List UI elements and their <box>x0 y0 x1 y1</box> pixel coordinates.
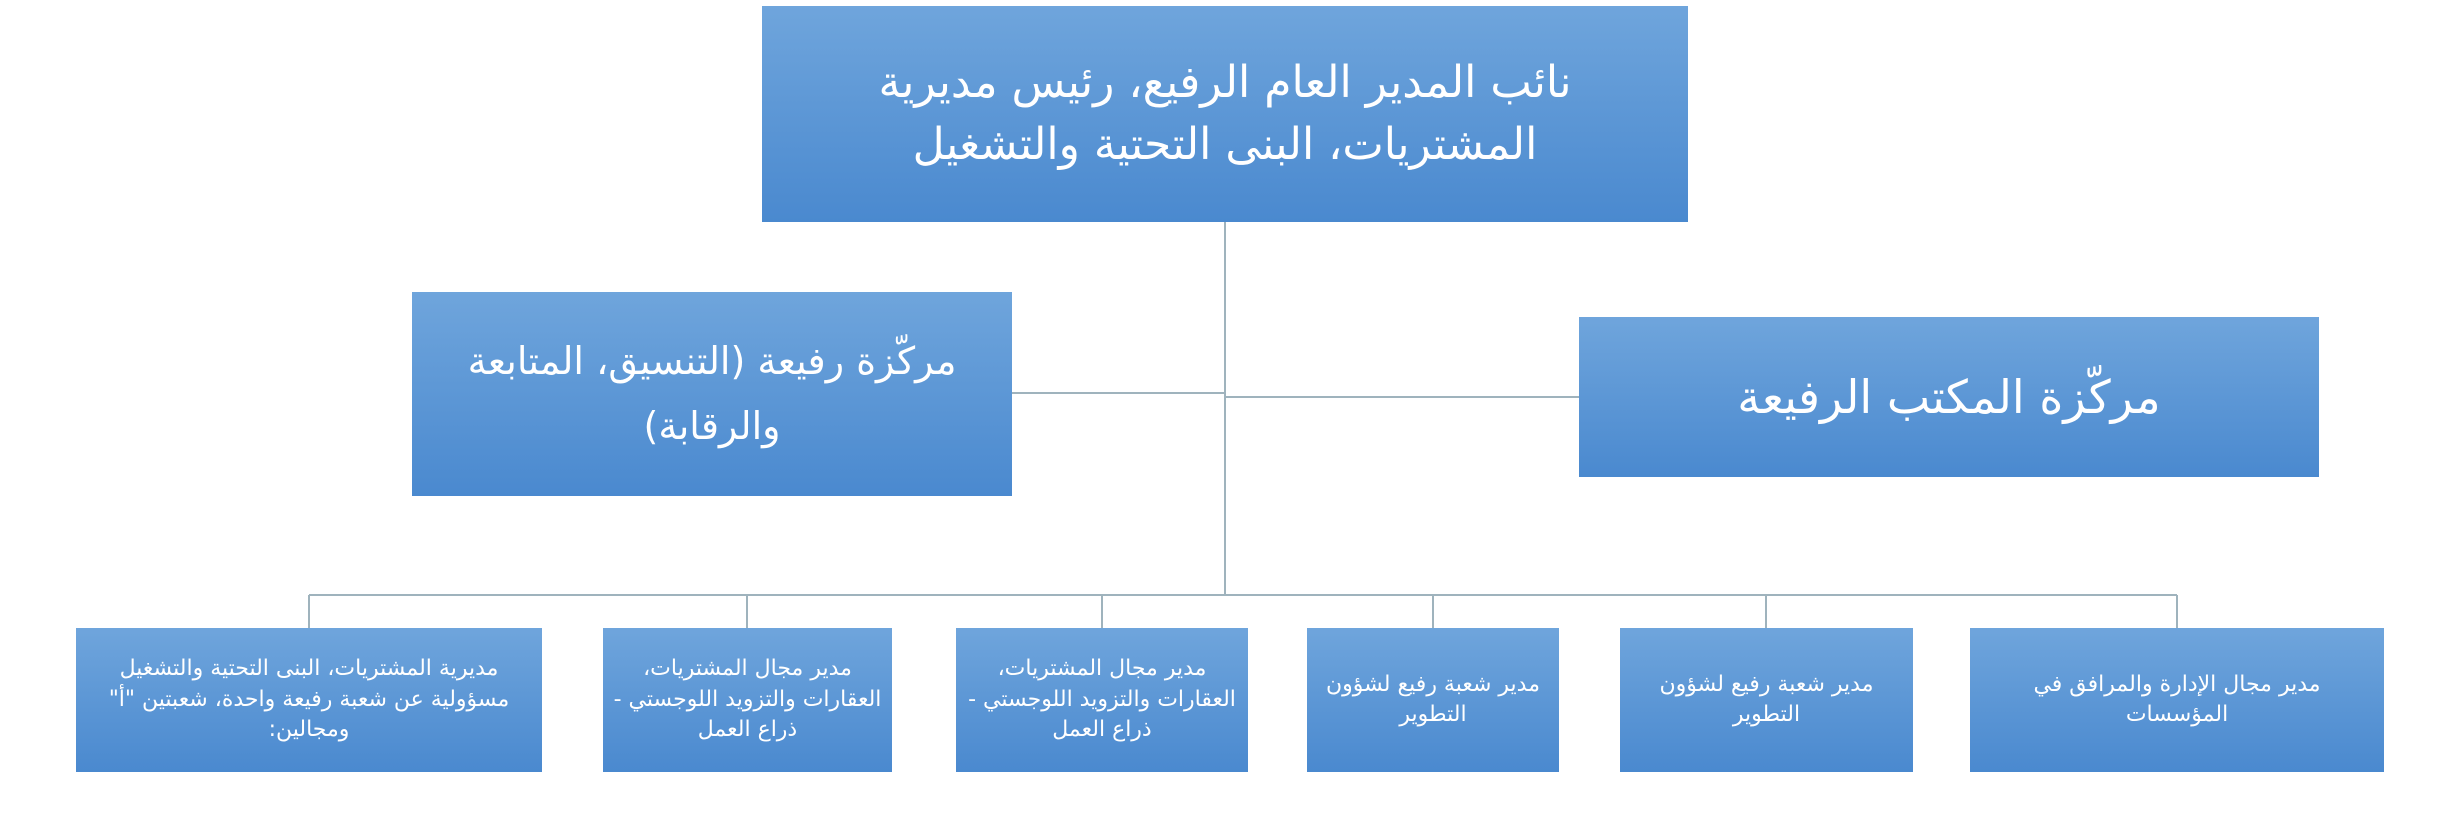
bottom-node-2-box <box>603 628 892 772</box>
bottom-node-1-box <box>76 628 542 772</box>
bottom-node-5-box <box>1620 628 1913 772</box>
bottom-node-3-box <box>956 628 1248 772</box>
mid-node-right-label: مركّزة المكتب الرفيعة <box>1737 369 2161 424</box>
bottom-node-4-label: مدير شعبة رفيع لشؤون التطوير <box>1325 671 1541 727</box>
bottom-node-3-label: مدير مجال المشتريات، العقارات والتزويد اللوجستي - ذراع العمل <box>968 656 1236 743</box>
mid-node-right-box <box>1579 317 2319 477</box>
mid-node-left-label: مركّزة رفيعة (التنسيق، المتابعة والرقابة) <box>467 339 957 448</box>
mid-node-left-box <box>412 292 1012 496</box>
top-node-box <box>762 6 1688 222</box>
bottom-node-4-box <box>1307 628 1559 772</box>
bottom-node-5-label: مدير شعبة رفيع لشؤون التطوير <box>1659 671 1874 727</box>
top-node-label: نائب المدير العام الرفيع، رئيس مديرية المشتريات، البنى التحتية والتشغيل <box>878 57 1572 170</box>
bottom-node-1-label: مديرية المشتريات، البنى التحتية والتشغيل مسؤولية عن شعبة رفيعة واحدة، شعبتين "أ" ومجالين: <box>108 656 510 743</box>
bottom-node-2-label: مدير مجال المشتريات، العقارات والتزويد اللوجستي - ذراع العمل <box>613 656 882 743</box>
bottom-node-6-label: مدير مجال الإدارة والمرافق في المؤسسات <box>2033 671 2321 727</box>
bottom-node-6-box <box>1970 628 2384 772</box>
